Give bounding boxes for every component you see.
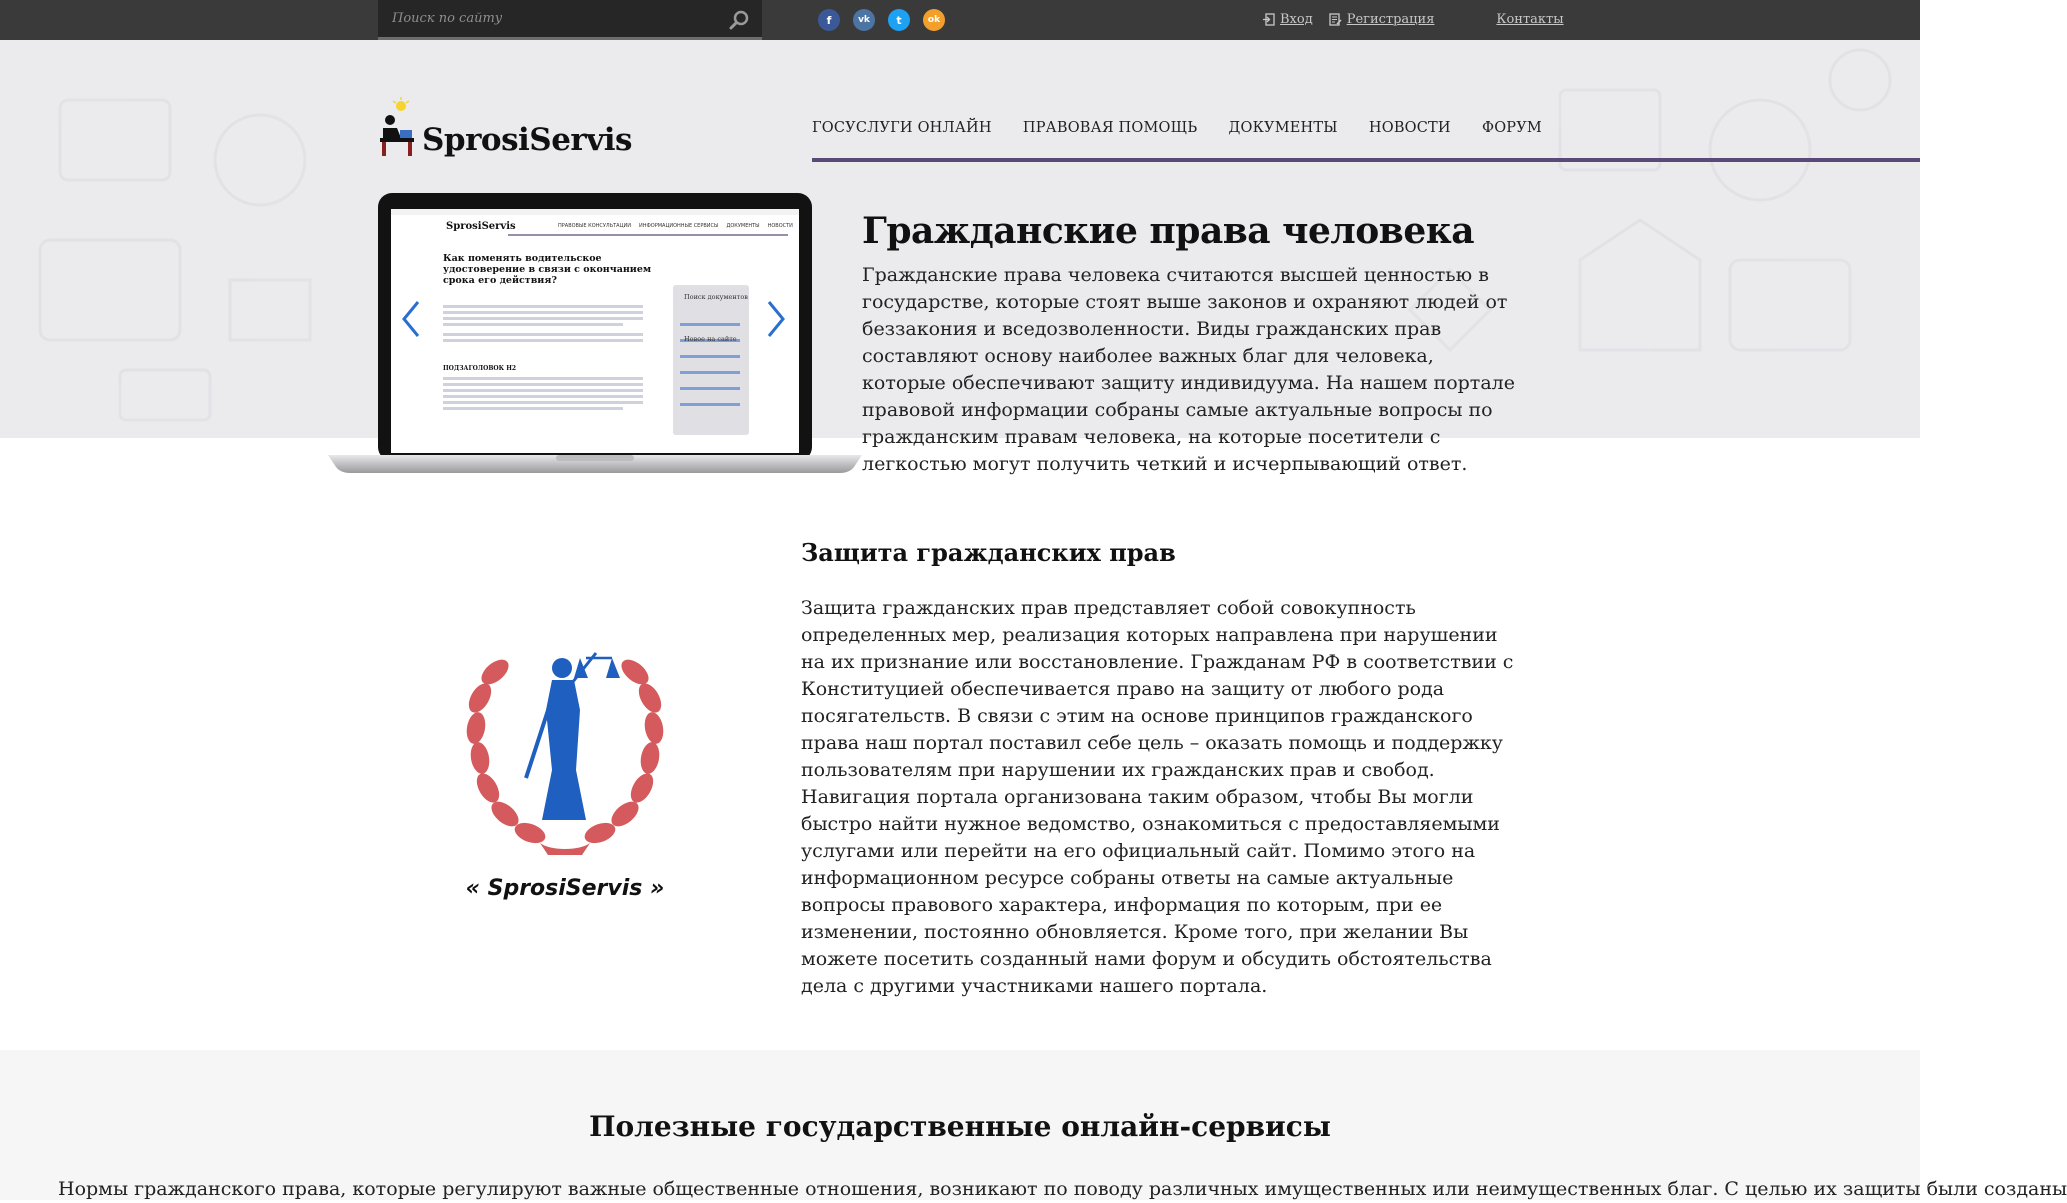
logo-person-icon [378, 100, 416, 158]
register-icon [1329, 13, 1342, 26]
section-text-protection: Защита гражданских прав представляет собой совокупность определенных мер, реализация которых направлена при нарушении на их признание или восстановление. Гражданам РФ в соответствии с Конституцией обеспечивается право на защиту от любого рода посягательств. В связи с этим на основе принципов гражданского права наш портал поставил себе цель – оказать помощь и поддержку пользователям при нарушении их гражданских прав и свобод. Навигация портала организована таким образом, чтобы Вы могли быстро найти нужное ведомство, ознакомиться с предоставляемыми услугами или перейти на его официальный сайт. Помимо этого на информационном ресурсе собраны ответы на самые актуальные вопросы правового характера, информация по которым, при ее изменении, постоянно обновляется. Кроме того, при желании Вы можете посетить созданный нами форум и обсудить обстоятельства дела с другими участниками нашего портала. [801, 597, 1514, 997]
laptop-slider [328, 193, 862, 475]
nav-gosuslugi-online[interactable]: ГОСУСЛУГИ ОНЛАЙН [812, 120, 992, 136]
contacts-label: Контакты [1496, 12, 1564, 27]
search-icon[interactable] [726, 7, 752, 33]
section-title-services: Полезные государственные онлайн-сервисы [589, 1110, 1331, 1143]
screen-sidebar-new: Новое на сайте [684, 335, 737, 343]
odnoklassniki-icon[interactable]: ok [923, 9, 945, 31]
nav-documents[interactable]: ДОКУМЕНТЫ [1228, 120, 1338, 136]
page-title: Гражданские права человека [862, 210, 1475, 252]
account-links [1262, 12, 1564, 27]
facebook-icon[interactable]: f [818, 9, 840, 31]
screen-nav-item: ПРАВОВЫЕ КОНСУЛЬТАЦИИ [558, 223, 631, 229]
emblem-caption: « SprosiServis » [465, 876, 665, 901]
screen-nav-item: НОВОСТИ [767, 223, 793, 229]
section-title-protection: Защита гражданских прав [801, 538, 1176, 567]
section-text-services: Нормы гражданского права, которые регулируют важные общественные отношения, возникают по поводу различных имущественных или неимущественных благ. С целью их защиты были созданы [58, 1178, 2067, 1200]
nav-news[interactable]: НОВОСТИ [1368, 120, 1451, 136]
screen-subheading: ПОДЗАГОЛОВОК H2 [443, 365, 517, 372]
hero-section [0, 40, 1920, 475]
nav-legal-help[interactable]: ПРАВОВАЯ ПОМОЩЬ [1022, 120, 1198, 136]
nav-forum[interactable]: ФОРУМ [1481, 120, 1542, 136]
themis-emblem [440, 628, 690, 908]
search-box [378, 0, 762, 40]
twitter-icon[interactable]: t [888, 9, 910, 31]
register-label: Регистрация [1346, 12, 1435, 27]
logo-text: SprosiServis [422, 122, 632, 158]
contacts-link[interactable] [1496, 12, 1563, 27]
screen-logo: SprosiServis [446, 221, 516, 232]
search-input[interactable] [378, 0, 708, 37]
hero-description: Гражданские права человека считаются высшей ценностью в государстве, которые стоят выше законов и охраняют людей от беззакония и вседозволенности. Виды гражданских прав составляют основу наиболее важных благ для человека, которые обеспечивают защиту индивидуума. На нашем портале правовой информации собраны самые актуальные вопросы по гражданским правам человека, на которые посетители с легкостью могут получить четкий и исчерпывающий ответ. [862, 264, 1515, 475]
slider-next-arrow-icon[interactable] [765, 299, 787, 339]
login-icon [1262, 13, 1275, 26]
screen-nav-item: ДОКУМЕНТЫ [726, 223, 760, 229]
slider-prev-arrow-icon[interactable] [400, 299, 422, 339]
social-links [818, 9, 945, 31]
site-logo[interactable] [378, 100, 632, 158]
services-section [0, 1050, 2067, 1200]
login-label: Вход [1280, 12, 1313, 27]
screen-nav [558, 223, 793, 229]
register-link[interactable] [1329, 12, 1435, 27]
screen-article-title: Как поменять водительское удостоверение в связи с окончанием срока его действия? [443, 253, 652, 286]
top-bar [0, 0, 1920, 40]
vkontakte-icon[interactable]: vk [853, 9, 875, 31]
themis-emblem-icon [440, 628, 690, 868]
login-link[interactable] [1262, 12, 1313, 27]
main-nav [812, 120, 1920, 162]
screen-nav-item: ИНФОРМАЦИОННЫЕ СЕРВИСЫ [638, 223, 719, 229]
screen-sidebar-search: Поиск документов [684, 293, 748, 301]
